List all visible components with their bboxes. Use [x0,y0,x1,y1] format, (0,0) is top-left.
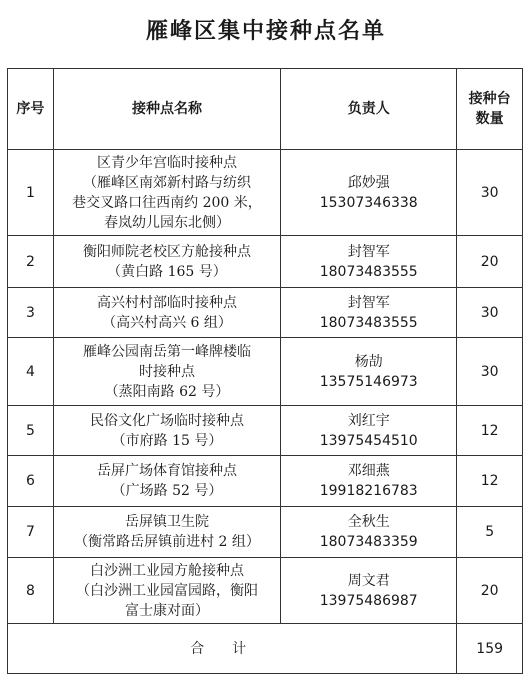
row-seq: 6 [8,456,54,507]
row-count: 12 [457,456,523,507]
header-count-line1: 接种台 [468,91,511,107]
table-row [8,288,523,338]
table-row [8,558,523,624]
site-name-line: 高兴村村部临时接种点 [96,294,237,311]
table-header-row [8,69,523,150]
person-phone: 18073483359 [319,534,418,550]
person-name: 封智军 [347,294,390,311]
site-name-line: 雁峰公园南岳第一峰牌楼临 [82,343,251,360]
site-name-line: 白沙洲工业园方舱接种点 [89,562,244,579]
row-person [281,288,457,338]
page-title: 雁峰区集中接种点名单 [145,19,386,44]
row-count: 20 [457,236,523,288]
vaccination-sites-table [7,68,523,674]
person-phone: 15307346338 [319,194,418,211]
row-person [281,456,457,507]
row-seq: 2 [8,236,54,288]
site-name-line: （广场路 52 号） [111,483,223,499]
row-seq: 7 [8,507,54,558]
person-name: 邱妙强 [347,174,390,191]
row-seq: 8 [8,558,54,624]
row-person [281,558,457,624]
row-count: 30 [457,150,523,236]
row-person [281,150,457,236]
site-name-line: 春岚幼儿园东北侧） [103,214,230,231]
table-row [8,338,523,406]
row-site-name [53,236,280,288]
total-row [8,624,523,674]
site-name-line: 巷交叉路口往西南约 200 米， [72,194,262,211]
site-name-line: （市府路 15 号） [111,432,223,449]
row-count: 30 [457,288,523,338]
table-row [8,507,523,558]
row-site-name [53,456,280,507]
row-count: 5 [457,507,523,558]
person-name: 全秋生 [347,514,390,530]
site-name-line: 岳屏镇卫生院 [124,514,209,530]
site-name-line: 衡阳师院老校区方舱接种点 [82,243,251,260]
table-row [8,236,523,288]
table-row [8,406,523,456]
person-phone: 19918216783 [319,483,418,499]
site-name-line: （黄白路 165 号） [107,263,227,280]
total-label-cell [8,624,457,674]
site-name-line: （蒸阳南路 62 号） [104,383,230,400]
person-name: 杨劼 [354,353,383,370]
header-site-name: 接种点名称 [53,69,280,150]
total-label: 合计 [190,640,275,657]
row-count: 20 [457,558,523,624]
row-site-name [53,338,280,406]
site-name-line: 区青少年宫临时接种点 [96,154,237,171]
table-row [8,150,523,236]
person-phone: 13975486987 [319,592,418,609]
person-phone: 13975454510 [319,432,418,449]
row-count: 30 [457,338,523,406]
person-phone: 18073483555 [319,314,418,331]
row-site-name [53,558,280,624]
row-seq: 5 [8,406,54,456]
site-name-line: 富士康对面） [124,602,209,619]
person-phone: 18073483555 [319,263,418,280]
row-seq: 4 [8,338,54,406]
total-count: 159 [457,624,523,674]
row-person [281,236,457,288]
site-name-line: 岳屏广场体育馆接种点 [96,463,237,479]
row-site-name [53,288,280,338]
site-name-line: （雁峰区南郊新村路与纺织 [82,174,251,191]
site-name-line: 时接种点 [138,363,195,380]
row-count: 12 [457,406,523,456]
site-name-line: （高兴村高兴 6 组） [102,314,232,331]
row-site-name [53,406,280,456]
site-name-line: （白沙洲工业园富园路，衡阳 [75,582,258,599]
row-site-name [53,150,280,236]
person-name: 封智军 [347,243,390,260]
person-name: 邓细燕 [347,463,390,479]
header-count [457,69,523,150]
person-name: 周文君 [347,572,390,589]
table-row [8,456,523,507]
site-name-line: 民俗文化广场临时接种点 [89,412,244,429]
site-name-line: （衡常路岳屏镇前进村 2 组） [74,534,260,550]
header-person: 负责人 [281,69,457,150]
person-phone: 13575146973 [319,373,418,390]
row-site-name [53,507,280,558]
row-person [281,507,457,558]
row-seq: 1 [8,150,54,236]
row-person [281,338,457,406]
header-count-line2: 数量 [475,111,504,127]
header-seq: 序号 [8,69,54,150]
person-name: 刘红宇 [347,412,390,429]
row-seq: 3 [8,288,54,338]
row-person [281,406,457,456]
